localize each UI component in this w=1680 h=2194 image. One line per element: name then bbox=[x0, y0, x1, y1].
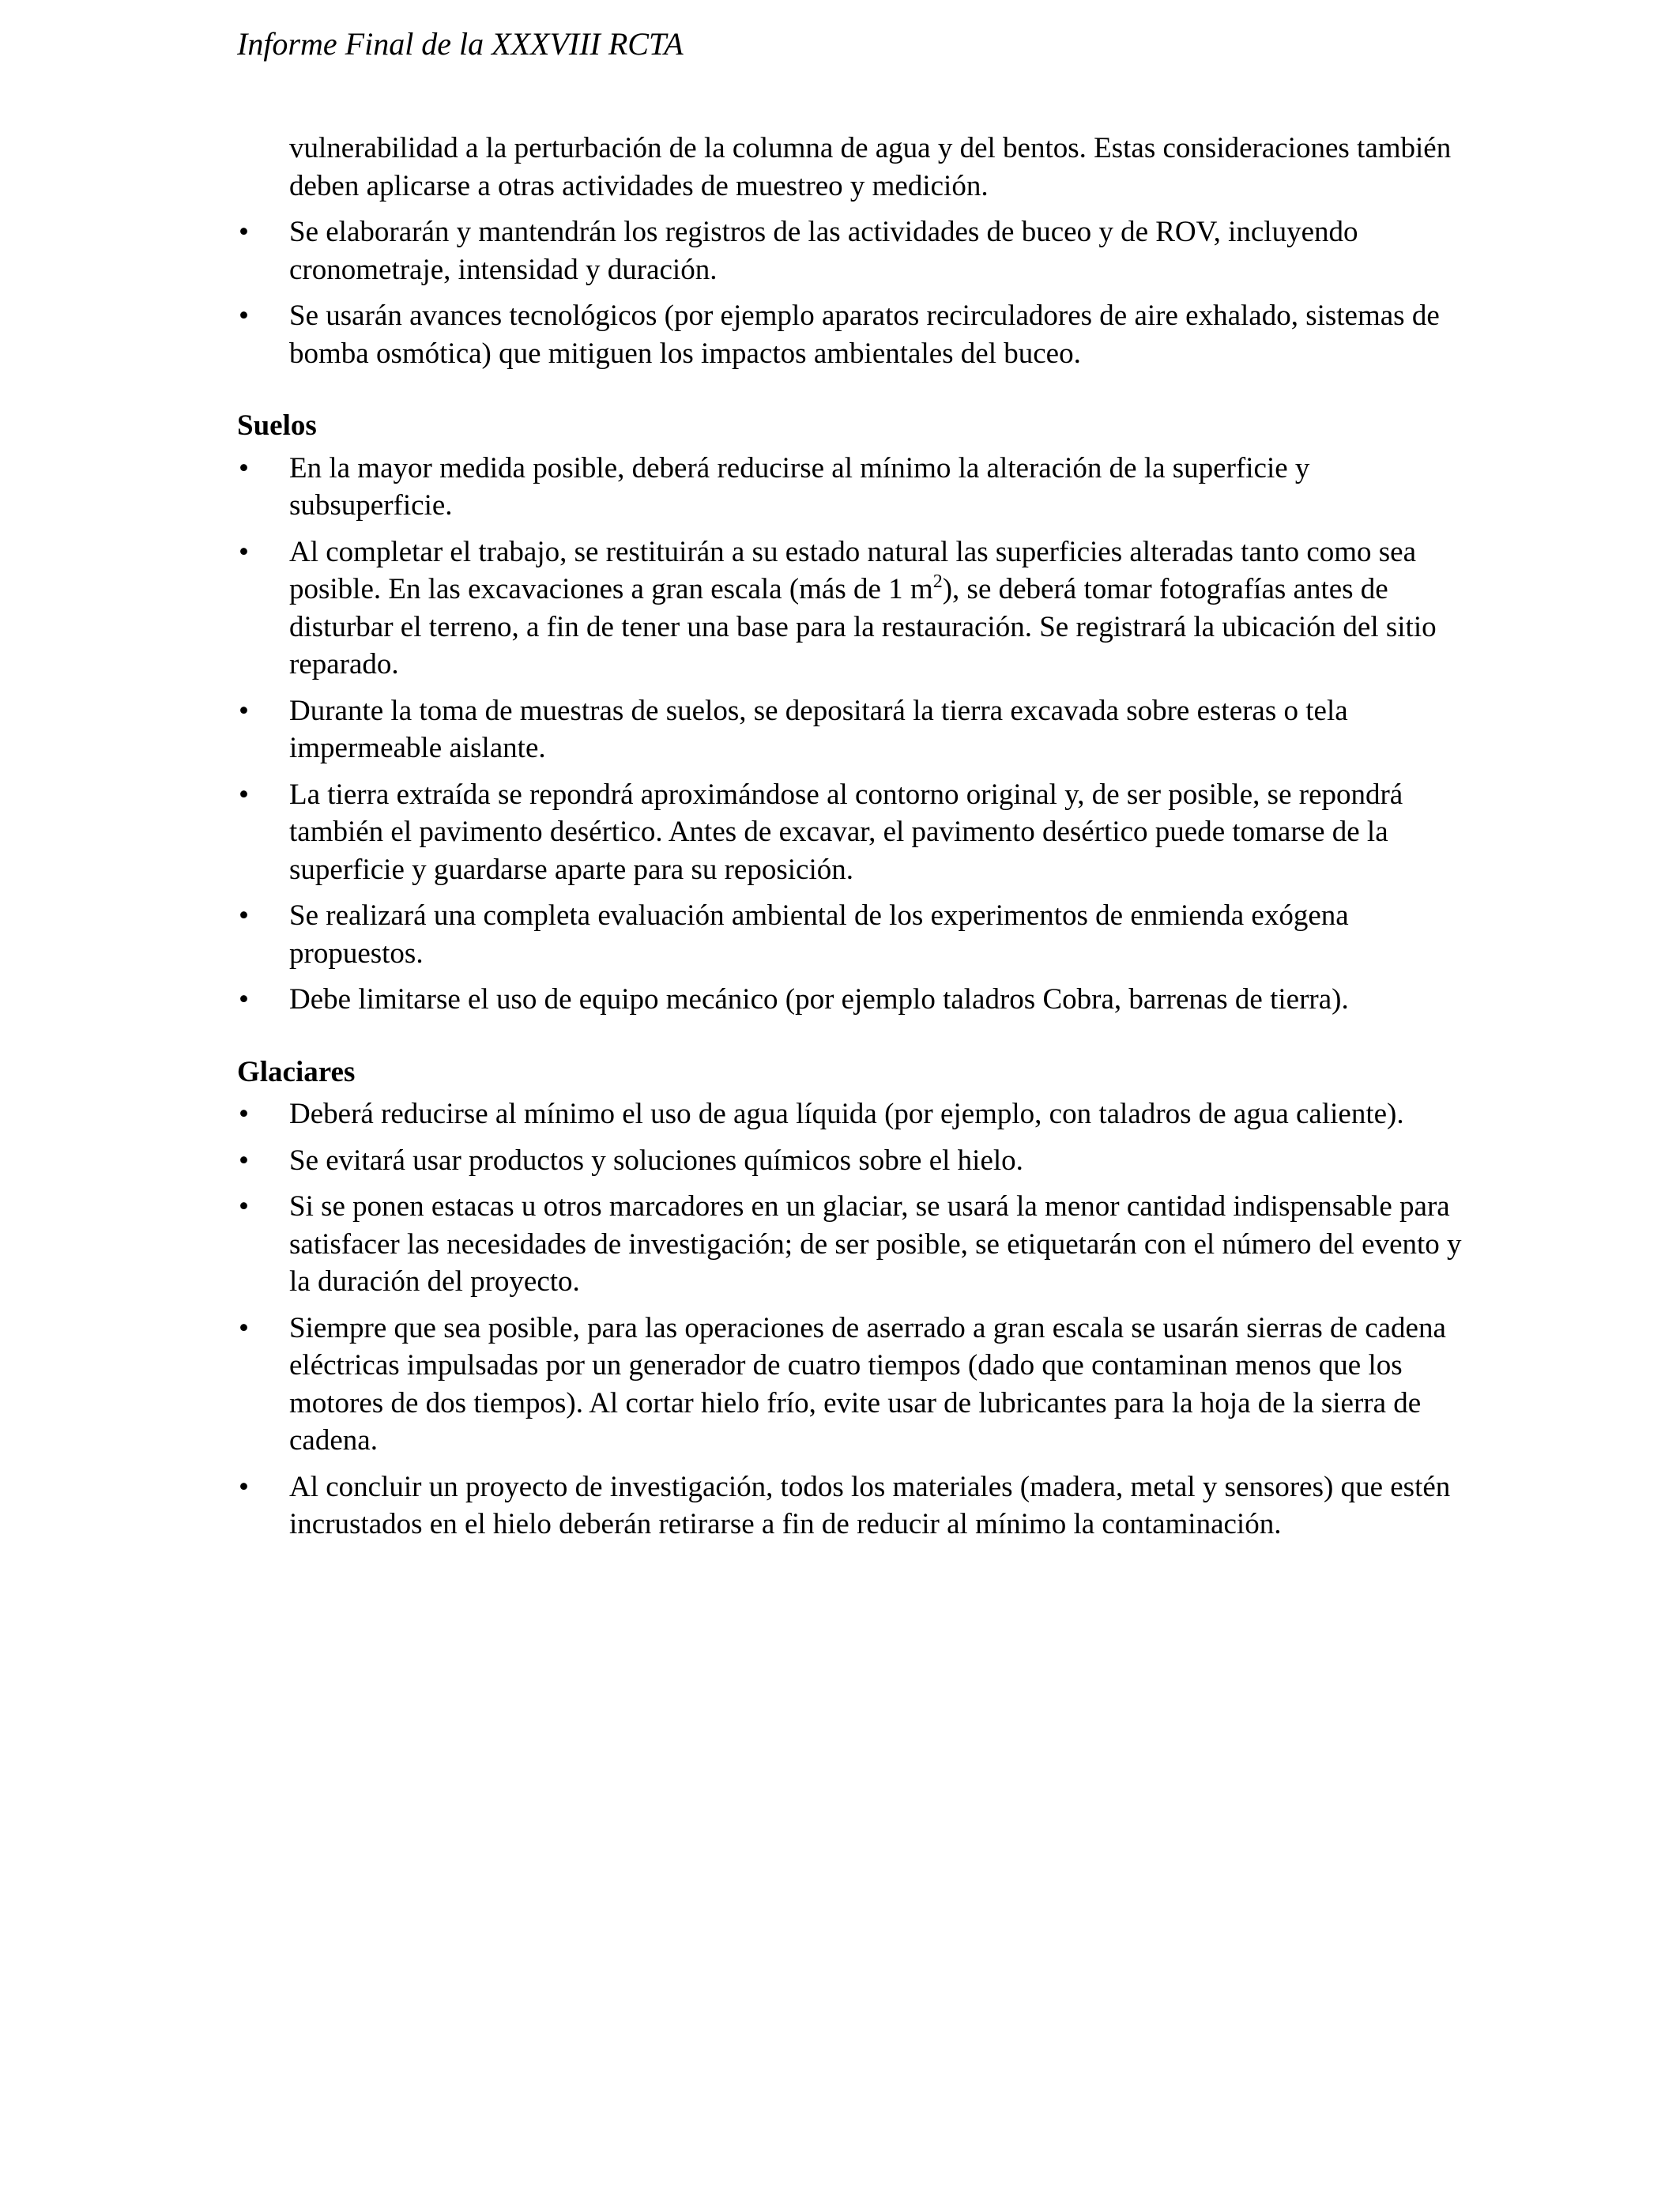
bullet-icon: • bbox=[239, 1190, 249, 1223]
document-body bbox=[237, 130, 1470, 1552]
list-item-text bbox=[289, 536, 1437, 681]
list-item bbox=[237, 1310, 1470, 1460]
list-item-text: Siempre que sea posible, para las operaciones de aserrado a gran escala se usarán sierras de cadena eléctricas impulsadas por un generador de cuatro tiempos (dado que contaminan menos que los motores de dos tiempos). Al cortar hielo frío, evite usar de lubricantes para la hoja de la sierra de cadena. bbox=[289, 1311, 1446, 1457]
list-item bbox=[237, 533, 1470, 684]
bullet-icon: • bbox=[239, 1098, 249, 1130]
suelos-bullet-list bbox=[237, 450, 1470, 1019]
bullet-icon: • bbox=[239, 899, 249, 932]
bullet-icon: • bbox=[239, 216, 249, 248]
list-item-text: Debe limitarse el uso de equipo mecánico (por ejemplo taladros Cobra, barrenas de tierra). bbox=[289, 983, 1349, 1016]
list-item bbox=[237, 450, 1470, 525]
bullet-icon: • bbox=[239, 451, 249, 484]
list-item bbox=[237, 776, 1470, 889]
running-header: Informe Final de la XXXVIII RCTA bbox=[237, 26, 684, 62]
superscript-exponent: 2 bbox=[932, 571, 943, 592]
bullet-icon: • bbox=[239, 535, 249, 568]
list-item bbox=[237, 1142, 1470, 1180]
bullet-icon: • bbox=[239, 1311, 249, 1344]
list-item-text: Durante la toma de muestras de suelos, se depositará la tierra excavada sobre esteras o tela impermeable aislante. bbox=[289, 694, 1348, 764]
list-item-text: Se elaborarán y mantendrán los registros de las actividades de buceo y de ROV, incluyendo cronometraje, intensidad y duración. bbox=[289, 216, 1358, 286]
list-item bbox=[237, 1095, 1470, 1133]
list-item-text-part: ), se deberá tomar fotografías antes de disturbar el terreno, a fin de tener una base para la restauración. Se registrará la ubicación del sitio reparado. bbox=[289, 573, 1437, 680]
continuation-paragraph: vulnerabilidad a la perturbación de la columna de agua y del bentos. Estas consideraciones también deben aplicarse a otras actividades de muestreo y medición. bbox=[289, 132, 1452, 202]
bullet-icon: • bbox=[239, 300, 249, 332]
bullet-icon: • bbox=[239, 1144, 249, 1177]
list-item bbox=[237, 1188, 1470, 1301]
list-item bbox=[237, 297, 1470, 372]
bullet-icon: • bbox=[239, 778, 249, 811]
bullet-icon: • bbox=[239, 1470, 249, 1503]
glaciares-bullet-list bbox=[237, 1095, 1470, 1544]
list-item bbox=[237, 981, 1470, 1019]
list-item bbox=[237, 692, 1470, 767]
list-item-text: Se evitará usar productos y soluciones químicos sobre el hielo. bbox=[289, 1144, 1023, 1177]
list-item-text-part: Al completar el trabajo, se restituirán a su estado natural las superficies alteradas tanto como sea posible. En las excavaciones a gran escala (más de 1 m bbox=[289, 535, 1417, 605]
list-item-text: En la mayor medida posible, deberá reducirse al mínimo la alteración de la superficie y subsuperficie. bbox=[289, 451, 1310, 522]
bullet-icon: • bbox=[239, 694, 249, 727]
list-item-text: Si se ponen estacas u otros marcadores en un glaciar, se usará la menor cantidad indispensable para satisfacer las necesidades de investigación; de ser posible, se etiquetarán con el número del evento y la duración del proyecto. bbox=[289, 1190, 1462, 1298]
section-heading-suelos: Suelos bbox=[237, 409, 317, 442]
bullet-icon: • bbox=[239, 983, 249, 1016]
intro-bullet-list bbox=[237, 213, 1470, 372]
list-item bbox=[237, 213, 1470, 288]
section-heading-glaciares: Glaciares bbox=[237, 1055, 356, 1088]
list-item-text: Se realizará una completa evaluación ambiental de los experimentos de enmienda exógena propuestos. bbox=[289, 899, 1349, 970]
list-item-text: Al concluir un proyecto de investigación, todos los materiales (madera, metal y sensores) que estén incrustados en el hielo deberán retirarse a fin de reducir al mínimo la contaminación. bbox=[289, 1470, 1451, 1540]
list-item bbox=[237, 897, 1470, 972]
list-item-text: Deberá reducirse al mínimo el uso de agua líquida (por ejemplo, con taladros de agua caliente). bbox=[289, 1098, 1404, 1130]
list-item bbox=[237, 1468, 1470, 1544]
list-item-text: La tierra extraída se repondrá aproximándose al contorno original y, de ser posible, se repondrá también el pavimento desértico. Antes de excavar, el pavimento desértico puede tomarse de la superficie y guardarse aparte para su reposición. bbox=[289, 778, 1403, 886]
list-item-text: Se usarán avances tecnológicos (por ejemplo aparatos recirculadores de aire exhalado, sistemas de bomba osmótica) que mitiguen los impactos ambientales del buceo. bbox=[289, 300, 1440, 370]
